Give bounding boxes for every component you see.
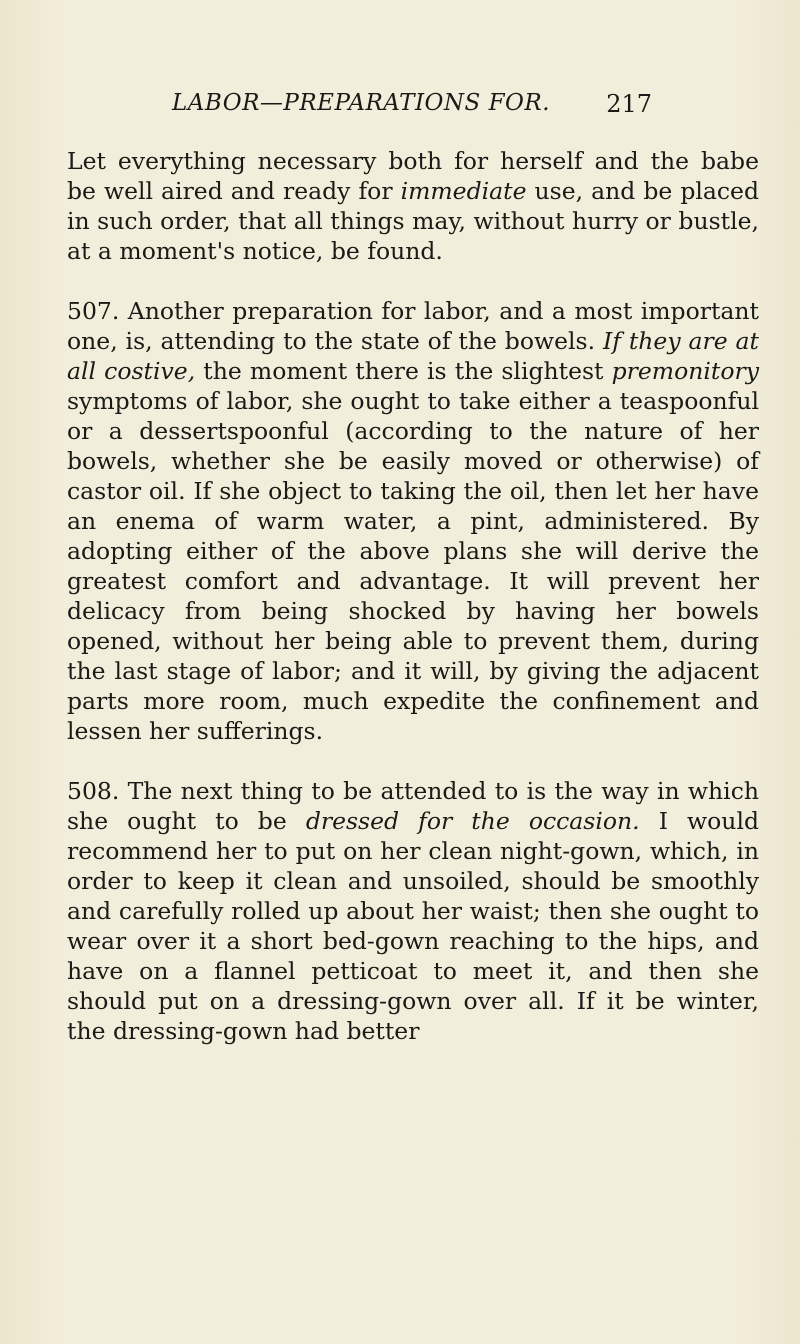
paragraph-507 [67,296,759,746]
body-text [67,146,759,1046]
text-run: 508. The next thing to be attended to is the way in which she ought to be [67,777,759,835]
paragraph-1 [67,146,759,266]
text-run: the moment there is the slightest [195,357,612,385]
text-run: use, and be placed in such order, that all things may, without hurry or bustle, at a moment's notice, be found. [67,177,759,265]
paragraph-508 [67,776,759,1046]
running-head: LABOR—PREPARATIONS FOR. [172,90,551,116]
page-number: 217 [606,90,652,118]
text-run: I would recommend her to put on her clean night-gown, which, in order to keep it clean and unsoiled, should be smoothly and carefully rolled up about her waist; then she ought to wear over it a short bed-gown reaching to the hips, and have on a flannel petticoat to meet it, and then she should put on a dressing-gown over all. If it be winter, the dressing-gown had better [67,807,760,1045]
italic-run: If they are at all costive, [67,327,759,385]
page-header [172,90,652,126]
text-run: 507. Another preparation for labor, and a most important one, is, attending to the state of the bowels. [67,297,759,355]
text-run: symptoms of labor, she ought to take either a teaspoonful or a dessertspoonful (according to the nature of her bowels, whether she be easily moved or otherwise) of castor oil. If she object to taking the oil, then let her have an enema of warm water, a pint, administered. By adopting either of the above plans she will derive the greatest comfort and advantage. It will prevent her delicacy from being shocked by having her bowels opened, without her being able to prevent them, during the last stage of labor; and it will, by giving the adjacent parts more room, much expedite the confinement and lessen her sufferings. [67,387,759,745]
text-run: Let everything necessary both for herself and the babe be well aired and ready for [67,147,759,205]
italic-run: immediate [400,177,527,205]
italic-run: premonitory [611,357,759,385]
italic-run: dressed for the occasion. [305,807,640,835]
